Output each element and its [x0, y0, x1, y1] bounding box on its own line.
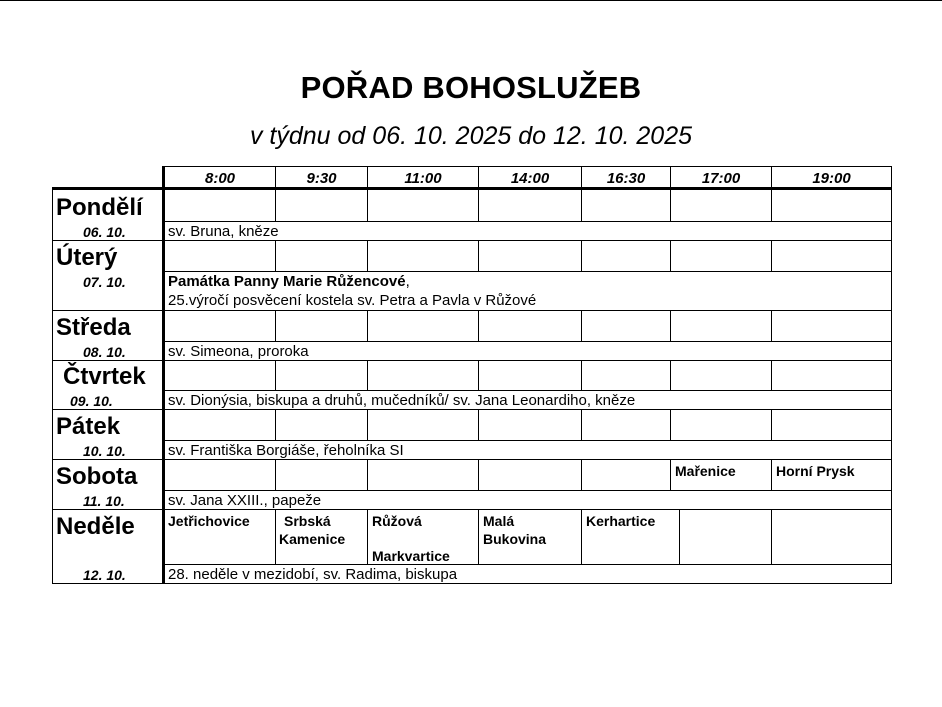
grid-line [163, 440, 892, 441]
grid-line [581, 190, 582, 221]
grid-line [367, 459, 368, 490]
grid-line [367, 409, 368, 440]
grid-line [670, 240, 671, 271]
feast-text: sv. Bruna, kněze [168, 223, 279, 240]
grid-line [163, 271, 892, 272]
day-name: Neděle [56, 513, 135, 540]
time-header: 8:00 [204, 170, 236, 187]
grid-line [163, 166, 892, 167]
feast-text-line2: 25.výročí posvěcení kostela sv. Petra a Pavla v Růžové [168, 292, 537, 309]
day-date: 12. 10. [83, 567, 126, 583]
grid-line [367, 310, 368, 341]
mass-location: Kamenice [279, 531, 346, 547]
grid-line [581, 459, 582, 490]
grid-line [163, 390, 892, 391]
day-name: Pátek [56, 413, 121, 440]
grid-line [478, 509, 479, 564]
page-subtitle: v týdnu od 06. 10. 2025 do 12. 10. 2025 [249, 122, 693, 150]
day-date: 07. 10. [83, 274, 126, 290]
grid-line [581, 509, 582, 564]
grid-line [771, 190, 772, 221]
grid-line [275, 240, 276, 271]
feast-text: sv. Jana XXIII., papeže [168, 492, 322, 509]
mass-location: Markvartice [372, 548, 450, 564]
grid-line [771, 310, 772, 341]
time-header: 17:00 [701, 170, 741, 187]
grid-line [581, 310, 582, 341]
feast-text: sv. Dionýsia, biskupa a druhů, mučedníků/ sv. Jana Leonardiho, kněze [168, 392, 636, 409]
mass-location: Kerhartice [586, 513, 656, 529]
top-border [0, 0, 942, 1]
grid-line [367, 360, 368, 390]
feast-text: sv. Františka Borgiáše, řeholníka SI [168, 442, 404, 459]
grid-line [891, 166, 892, 584]
grid-line [162, 166, 165, 584]
day-date: 10. 10. [83, 443, 126, 459]
grid-line [52, 409, 892, 410]
grid-line [163, 490, 892, 491]
time-header: 16:30 [606, 170, 646, 187]
time-header: 9:30 [306, 170, 337, 187]
feast-bold-text: Památka Panny Marie Růžencové [168, 273, 406, 290]
grid-line [581, 409, 582, 440]
grid-line [52, 310, 892, 311]
grid-line [275, 310, 276, 341]
grid-line [52, 360, 892, 361]
page-title: POŘAD BOHOSLUŽEB [300, 70, 642, 105]
grid-line [771, 360, 772, 390]
grid-line [670, 459, 671, 490]
day-date: 11. 10. [83, 493, 125, 509]
mass-location: Srbská [284, 513, 331, 529]
day-name: Středa [56, 314, 131, 341]
grid-line [478, 459, 479, 490]
grid-line [275, 509, 276, 564]
day-date: 09. 10. [70, 393, 113, 409]
grid-line [52, 187, 53, 584]
grid-line [163, 564, 892, 565]
grid-line [52, 509, 892, 510]
grid-line [478, 409, 479, 440]
feast-text-suffix: , [405, 273, 410, 290]
grid-line [52, 187, 892, 190]
grid-line [478, 310, 479, 341]
feast-text [168, 274, 410, 290]
grid-line [771, 240, 772, 271]
grid-line [478, 240, 479, 271]
day-name: Úterý [56, 244, 118, 271]
grid-line [163, 221, 892, 222]
grid-line [679, 509, 680, 564]
mass-location: Bukovina [483, 531, 547, 547]
day-name: Čtvrtek [63, 363, 146, 390]
grid-line [670, 190, 671, 221]
time-header: 19:00 [812, 170, 851, 187]
grid-line [163, 341, 892, 342]
grid-line [52, 583, 892, 584]
time-header: 14:00 [510, 170, 550, 187]
grid-line [275, 409, 276, 440]
grid-line [478, 190, 479, 221]
grid-line [275, 360, 276, 390]
grid-line [367, 190, 368, 221]
grid-line [771, 409, 772, 440]
grid-line [670, 310, 671, 341]
grid-line [581, 240, 582, 271]
feast-text: 28. neděle v mezidobí, sv. Radima, biskupa [168, 566, 458, 583]
grid-line [670, 409, 671, 440]
day-name: Sobota [56, 463, 138, 490]
grid-line [275, 459, 276, 490]
day-date: 08. 10. [83, 344, 126, 360]
mass-location: Malá [483, 513, 515, 529]
mass-location: Jetřichovice [168, 513, 250, 529]
day-name: Pondělí [56, 194, 143, 221]
grid-line [367, 509, 368, 564]
mass-location: Mařenice [675, 463, 736, 479]
grid-line [670, 360, 671, 390]
feast-text: sv. Simeona, proroka [168, 343, 309, 360]
time-header: 11:00 [404, 170, 442, 187]
grid-line [52, 240, 892, 241]
grid-line [581, 360, 582, 390]
grid-line [367, 240, 368, 271]
grid-line [771, 459, 772, 490]
grid-line [478, 360, 479, 390]
mass-location: Horní Prysk [776, 463, 855, 479]
grid-line [52, 459, 892, 460]
day-date: 06. 10. [83, 224, 126, 240]
grid-line [275, 190, 276, 221]
mass-location: Růžová [372, 513, 422, 529]
grid-line [771, 509, 772, 564]
